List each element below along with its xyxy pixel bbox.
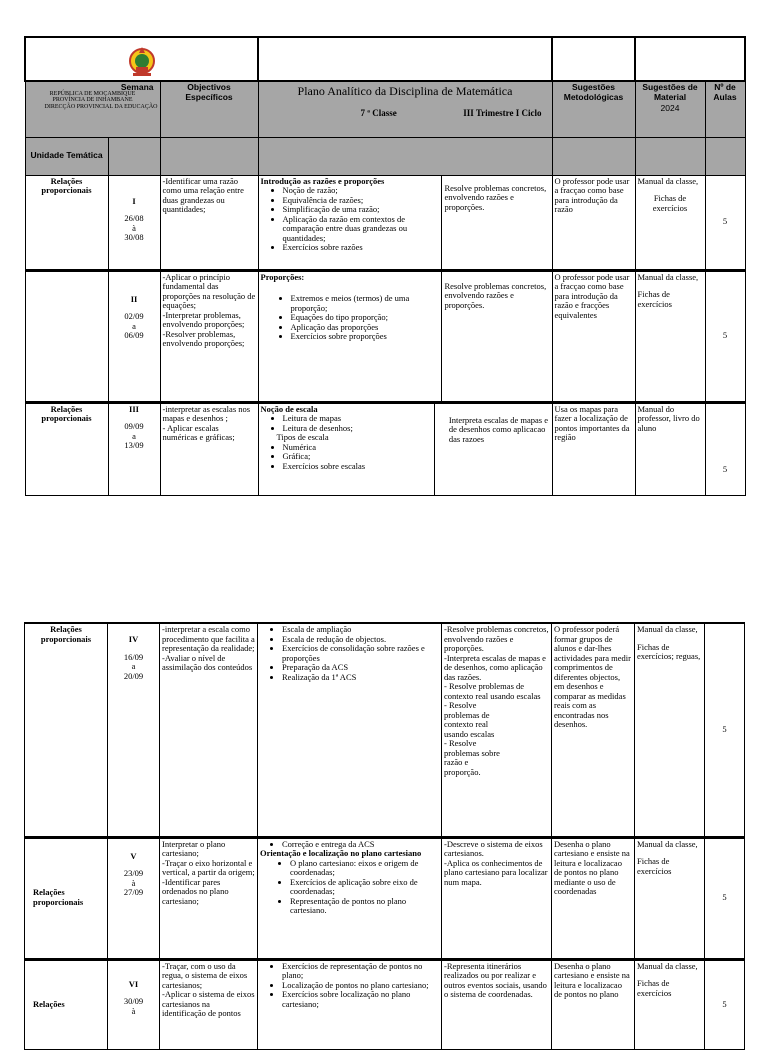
material-item: Manual da classe,: [637, 271, 699, 282]
aulas-cell: 5: [705, 959, 745, 1049]
conteudo-item: • Exercícios de consolidação sobre razões e proporções: [282, 644, 439, 663]
table-row: [25, 175, 745, 270]
document-title: Plano Analítico da Disciplina de Matemática: [297, 84, 513, 98]
country-name: REPÚBLICA DE MOÇAMBIQUE: [49, 90, 136, 97]
date-end: 27/09: [123, 887, 144, 898]
table-row: [25, 623, 745, 837]
table-row: [25, 402, 745, 495]
conteudo-item: • Localização de pontos no plano cartesiano;: [282, 981, 439, 991]
date-sep: à: [132, 222, 136, 233]
hdr-blank-1: [108, 137, 160, 175]
material-cell: [635, 175, 705, 270]
conteudos-cell: [258, 837, 442, 959]
unidade-cell: Relações: [25, 959, 108, 1049]
competencias-cell: Resolve problemas concretos, envolvendo razões e proporções.: [441, 176, 551, 269]
objectivo-item: -Interpretar problemas, envolvendo proporções;: [162, 309, 245, 330]
aulas-cell: 5: [705, 270, 745, 402]
col-sugestoes-met-label: Sugestões Metodológicas: [563, 82, 624, 102]
date-start: 09/09: [124, 421, 144, 432]
table-row: [25, 837, 745, 959]
title-cell-top: [258, 37, 552, 81]
material-item: Manual da classe,: [637, 838, 698, 849]
semana-cell: [108, 175, 160, 270]
table-row: [25, 270, 745, 402]
competencia-item: -Aplica os conhecimentos de plano cartesiano para localizar num mapa.: [444, 857, 548, 887]
objectivo-item: -interpretar a escala como procedimento que facilita a representação da realidade;: [162, 624, 255, 654]
semana-number: VI: [128, 978, 139, 989]
material-item: Manual da classe,: [637, 624, 698, 634]
semana-cell: [108, 270, 160, 402]
objectivo-item: -Identificar uma razão como uma relação entre duas grandezas ou quantidades;: [162, 175, 244, 215]
conteudo-item: • Equações do tipo proporção;: [291, 313, 440, 323]
objectivos-cell: [160, 175, 258, 270]
date-start: 30/09: [123, 996, 144, 1007]
province-name: PROVÍNCIA DE INHAMBANE: [52, 97, 133, 104]
unidade-cell: Relações proporcionais: [25, 623, 108, 837]
material-item: Fichas de exercícios: [637, 856, 672, 876]
conteudo-item: • Preparação da ACS: [282, 663, 439, 673]
conteudo-item: • Correção e entrega da ACS: [282, 840, 439, 850]
objectivo-item: - Aplicar escalas numéricas e gráficas;: [162, 422, 235, 443]
objectivo-item: -Traçar, com o uso da regua, o sistema de eixos cartesianos;: [162, 960, 248, 990]
class-label: 7 ª Classe: [360, 108, 397, 119]
objectivo-item: -Resolver problemas, envolvendo proporções;: [162, 328, 245, 349]
objectivos-cell: [160, 623, 258, 837]
header-institution: [25, 81, 160, 137]
semana-cell: [108, 959, 160, 1049]
date-end: 06/09: [124, 330, 144, 341]
conteudo-item: • Gráfica;: [283, 452, 432, 462]
hdr-blank-3: [258, 137, 552, 175]
objectivo-item: -Aplicar o princípio fundamental das proporções na resolução de equações;: [162, 271, 256, 311]
conteudo-title: Proporções:: [260, 271, 305, 282]
col-sugestoes-met-header: [552, 81, 635, 137]
conteudo-title: Noção de escala: [260, 403, 318, 414]
metodologicas-cell: O professor pode usar a fracçao como base para introdução da razão: [552, 175, 635, 270]
material-cell: Manual do professor, livro do aluno: [635, 402, 705, 495]
table-row: [25, 959, 745, 1049]
mozambique-emblem-icon: [127, 45, 157, 79]
conteudo-item: • Exercícios sobre proporções: [291, 332, 440, 342]
conteudos-cell: [258, 959, 442, 1049]
objectivo-item: -Traçar o eixo horizontal e vertical, a partir da origem;: [162, 857, 255, 878]
direction-name: DIRECÇÃO PROVINCIAL DA EDUCAÇÃO: [44, 103, 158, 110]
conteudo-item: • Noção de razão;: [283, 186, 440, 196]
conteudo-item: • Simplificação de uma razão;: [283, 205, 440, 215]
conteudo-item: • Leitura de mapas: [283, 414, 432, 424]
competencias-cell: Interpreta escalas de mapas e de desenhos como aplicacao das razoes: [434, 404, 552, 495]
conteudos-cell: [258, 270, 552, 402]
conteudo-item: • Realização da 1ª ACS: [282, 673, 439, 683]
conteudos-cell: [258, 175, 552, 270]
conteudo-item: • Exercícios sobre razões: [283, 243, 440, 253]
objectivo-item: -Identificar pares ordenados no plano cartesiano;: [162, 876, 229, 906]
conteudo-title: Introdução as razões e proporções: [260, 175, 385, 186]
empty-cell-top: [552, 37, 635, 81]
conteudo-item: • Exercícios sobre escalas: [283, 462, 432, 472]
conteudos-cell: [258, 402, 552, 495]
hdr-blank-4: [552, 137, 635, 175]
metodologicas-cell: O professor pode usar a fracçao como base para introdução da razão e fracções equivalentes: [552, 270, 635, 402]
metodologicas-cell: Usa os mapas para fazer a localização de pontos importantes da região: [552, 402, 635, 495]
unidade-cell: Relações proporcionais: [25, 837, 108, 959]
date-sep: a: [132, 320, 136, 331]
hdr-blank-5: [635, 137, 705, 175]
date-start: 23/09: [123, 868, 144, 879]
semana-cell: [108, 623, 160, 837]
semana-cell: [108, 402, 160, 495]
date-end: 20/09: [123, 670, 144, 681]
material-item: Fichas de exercícios; reguas,: [637, 641, 701, 662]
page-1-table: [24, 36, 744, 496]
conteudo-item: • Exercícios de aplicação sobre eixo de coordenadas;: [290, 878, 439, 897]
aulas-cell: 5: [705, 623, 745, 837]
unidade-cell: [25, 270, 108, 402]
semana-number: I: [132, 195, 136, 206]
date-sep: à: [131, 1005, 136, 1016]
competencia-item: -Descreve o sistema de eixos cartesianos.: [444, 838, 543, 859]
unidade-cell: Relações proporcionais: [25, 175, 108, 270]
col-sugestoes-mat-header: [635, 81, 705, 137]
conteudo-item: • Leitura de desenhos;: [283, 424, 432, 434]
conteudo-item: • Aplicação da razão em contextos de comparação entre duas grandezas ou quantidades;: [283, 215, 440, 244]
material-cell: [635, 959, 705, 1049]
col-aulas-header: [705, 81, 745, 137]
col-sugestoes-mat-label: Sugestões de Material: [642, 82, 698, 102]
competencia-item: -Interpreta escalas de mapas e de desenhos, como aplicação das razões.: [444, 652, 546, 682]
competencias-cell: [442, 837, 552, 959]
aulas-cell: 5: [705, 837, 745, 959]
title-header-cell: [258, 81, 552, 137]
date-start: 02/09: [124, 311, 144, 322]
material-item: Manual da classe,: [637, 960, 698, 971]
objectivo-item: -interpretar as escalas nos mapas e desenhos ;: [162, 403, 251, 424]
conteudo-item: • Representação de pontos no plano cartesiano.: [290, 897, 439, 916]
competencia-item: - Resolve problemas de contexto real usando escalas: [444, 700, 495, 739]
metodologicas-cell: Desenha o plano cartesiano e ensiste na leitura e localizacao de pontos no plano: [552, 959, 635, 1049]
conteudo-item: • Aplicação das proporções: [291, 323, 440, 333]
trimester-label: III Trimestre I Ciclo: [463, 108, 542, 119]
date-end: 30/08: [124, 232, 144, 243]
hdr-blank-6: [705, 137, 745, 175]
conteudo-item: • Exercícios sobre localização no plano cartesiano;: [282, 990, 439, 1009]
semana-cell: [108, 837, 160, 959]
semana-number: IV: [128, 634, 139, 644]
conteudo-title: Orientação e localização no plano cartesiano: [260, 848, 422, 859]
conteudo-item: • Escala de redução de objectos.: [282, 635, 439, 645]
material-cell: [635, 270, 705, 402]
unidade-cell: Relações proporcionais: [25, 402, 108, 495]
competencias-cell: [442, 623, 552, 837]
page-2-table: [24, 622, 744, 1050]
col-objectivos-label: Objectivos Específicos: [185, 82, 233, 102]
date-start: 16/09: [123, 651, 144, 662]
objectivo-item: Interpretar o plano cartesiano;: [162, 838, 226, 859]
material-cell: [635, 837, 705, 959]
conteudo-item: • Equivalência de razões;: [283, 196, 440, 206]
conteudo-item: • O plano cartesiano: eixos e origem de coordenadas;: [290, 859, 439, 878]
conteudo-item: • Extremos e meios (termos) de uma proporção;: [291, 294, 440, 313]
material-item: Fichas de exercícios: [637, 978, 672, 998]
material-item: Manual da classe,: [637, 175, 699, 186]
competencia-item: -Resolve problemas concretos, envolvendo razões e proporções.: [444, 624, 549, 654]
semana-number: V: [130, 850, 137, 861]
aulas-cell: 5: [705, 402, 745, 495]
objectivo-item: -Aplicar o sistema de eixos cartesianos na identificação de pontos: [162, 989, 255, 1019]
col-unidade-header: [25, 137, 108, 175]
conteudo-item: • Exercícios de representação de pontos no plano;: [282, 962, 439, 981]
competencia-item: - Resolve problemas de contexto real usando escalas: [444, 681, 541, 701]
col-aulas-label: Nº de Aulas: [713, 82, 737, 102]
conteudo-subtitle: Tipos de escala: [276, 432, 329, 443]
objectivos-cell: [160, 837, 258, 959]
col-objectivos-header: [160, 81, 258, 137]
conteudo-item: • Numérica: [283, 443, 432, 453]
metodologicas-cell: Desenha o plano cartesiano e ensiste na leitura e localizacao de pontos no plano mediante o uso de coordenadas: [552, 837, 635, 959]
objectivos-cell: [160, 270, 258, 402]
material-item: Fichas de exercícios: [652, 193, 688, 213]
year-label: 2024: [660, 103, 680, 114]
material-cell: [635, 623, 705, 837]
date-sep: a: [131, 661, 136, 672]
hdr-blank-2: [160, 137, 258, 175]
objectivos-cell: [160, 959, 258, 1049]
competencias-cell: -Representa itinerários realizados ou por realizar e outros eventos sociais, usando o sistema de coordenadas.: [442, 959, 552, 1049]
semana-number: II: [130, 293, 138, 304]
date-sep: a: [132, 430, 136, 441]
semana-number: III: [129, 403, 139, 414]
date-start: 26/08: [124, 213, 144, 224]
metodologicas-cell: O professor poderá formar grupos de alunos e dar-lhes actividades para medir comprimentos de diferentes objectos, em desenhos e comparar as medidas reais com as encontradas nos desenhos.: [552, 623, 635, 837]
date-end: 13/09: [124, 440, 144, 451]
material-item: Fichas de exercícios: [637, 289, 672, 309]
col-semana-header: Semana: [120, 82, 154, 92]
empty-cell-top-right: [635, 37, 745, 81]
conteudos-cell: [258, 623, 442, 837]
competencia-item: - Resolve problemas sobre razão e proporção.: [444, 738, 500, 777]
date-sep: à: [131, 877, 136, 888]
competencias-cell: Resolve problemas concretos, envolvendo razões e proporções.: [441, 272, 551, 401]
aulas-cell: 5: [705, 175, 745, 270]
conteudo-item: • Escala de ampliação: [282, 625, 439, 635]
emblem-cell: [25, 37, 258, 81]
col-unidade-label: Unidade Temática: [30, 150, 103, 161]
objectivo-item: -Avaliar o nível de assimilação dos conteúdos: [162, 652, 253, 673]
objectivos-cell: [160, 402, 258, 495]
